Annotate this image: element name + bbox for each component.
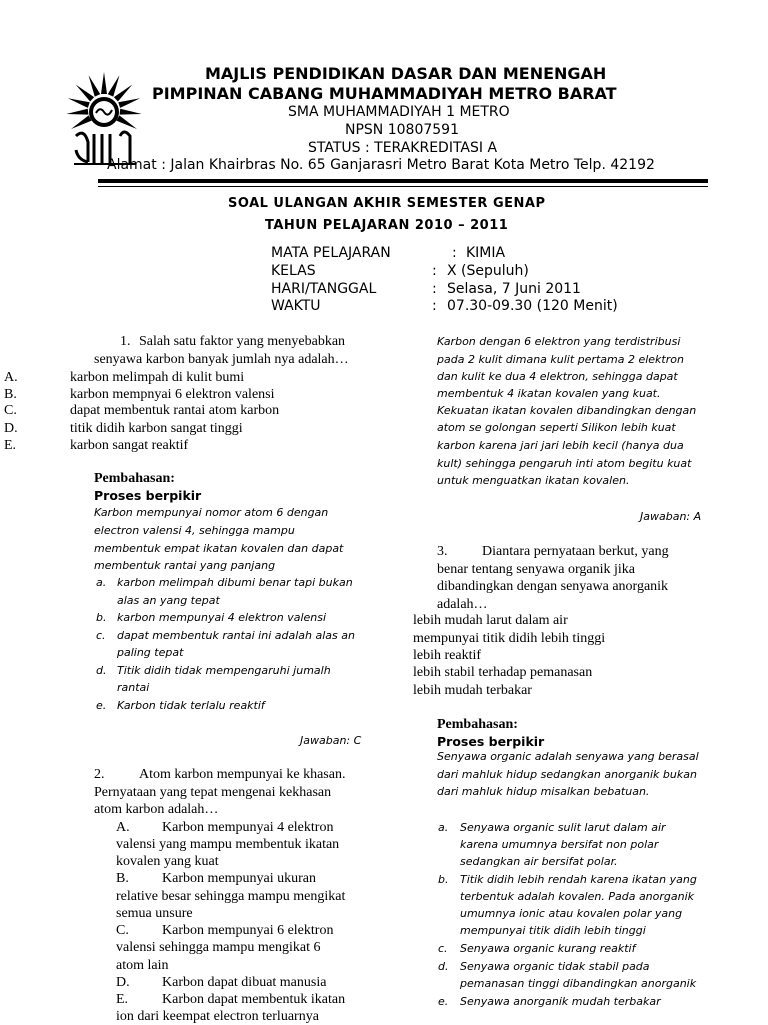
point-text: alas an yang tepat xyxy=(117,594,220,607)
answer-key: Jawaban: C xyxy=(300,734,362,747)
exam-year: TAHUN PELAJARAN 2010 – 2011 xyxy=(265,218,509,233)
header-line2: PIMPINAN CABANG MUHAMMADIYAH METRO BARAT xyxy=(152,84,617,103)
option-text: lebih reaktif xyxy=(413,648,482,663)
school-status: STATUS : TERAKREDITASI A xyxy=(308,140,498,156)
point-letter: c. xyxy=(96,629,106,642)
question-text: adalah… xyxy=(437,597,488,612)
point-letter: d. xyxy=(96,664,107,677)
explanation-line: Karbon mempunyai nomor atom 6 dengan xyxy=(94,506,329,519)
option-text: Karbon mempunyai ukuran xyxy=(162,871,316,886)
point-text: sedangkan air bersifat polar. xyxy=(460,855,618,868)
explanation-line: electron valensi 4, sehingga mampu xyxy=(94,524,295,537)
proses-berpikir-heading: Proses berpikir xyxy=(437,734,545,749)
option-text: Karbon dapat dibuat manusia xyxy=(162,975,327,990)
option-text: lebih stabil terhadap pemanasan xyxy=(413,665,593,680)
point-letter: a. xyxy=(96,576,107,589)
explanation-line: Senyawa organic adalah senyawa yang berasal xyxy=(437,750,699,763)
option-text: karbon mempnyai 6 elektron valensi xyxy=(70,387,275,402)
explanation-line: membentuk empat ikatan kovalen dan dapat xyxy=(94,542,344,555)
point-letter: b. xyxy=(96,611,107,624)
question-text: Pernyataan yang tepat mengenai kekhasan xyxy=(94,785,332,800)
option-text: lebih mudah larut dalam air xyxy=(413,613,568,628)
point-text: rantai xyxy=(117,681,150,694)
info-label: KELAS xyxy=(271,263,316,279)
point-text: Senyawa organic kurang reaktif xyxy=(460,942,636,955)
explanation-line: kult) sehingga pengaruh inti atom begitu kuat xyxy=(437,457,692,470)
question-text: benar tentang senyawa organik jika xyxy=(437,562,636,577)
option-letter: E. xyxy=(116,992,129,1007)
explanation-line: untuk menguatkan ikatan kovalen. xyxy=(437,474,630,487)
header-divider-thin xyxy=(98,186,708,187)
explanation-line: dari mahluk hidup sedangkan anorganik bukan xyxy=(437,768,697,781)
point-text: karena umumnya bersifat non polar xyxy=(460,838,659,851)
option-letter: A. xyxy=(116,820,130,835)
info-label: WAKTU xyxy=(271,298,321,314)
option-text: semua unsure xyxy=(116,906,193,921)
explanation-line: atom se golongan seperti Silikon lebih kuat xyxy=(437,421,676,434)
pembahasan-heading: Pembahasan: xyxy=(94,471,175,486)
point-letter: c. xyxy=(438,942,448,955)
option-text: ion dari keempat electron terluarnya xyxy=(116,1009,319,1024)
option-letter: D. xyxy=(116,975,130,990)
pembahasan-heading: Pembahasan: xyxy=(437,717,518,732)
option-letter: C. xyxy=(4,403,17,418)
point-text: Senyawa organic sulit larut dalam air xyxy=(460,821,666,834)
option-text: lebih mudah terbakar xyxy=(413,683,532,698)
option-letter: C. xyxy=(116,923,129,938)
info-value: X (Sepuluh) xyxy=(447,263,529,279)
option-text: Karbon mempunyai 6 elektron xyxy=(162,923,334,938)
option-letter: E. xyxy=(4,438,17,453)
school-name: SMA MUHAMMADIYAH 1 METRO xyxy=(288,104,510,120)
explanation-line: Karbon dengan 6 elektron yang terdistribusi xyxy=(437,335,681,348)
point-text: Titik didih lebih rendah karena ikatan yang xyxy=(460,873,697,886)
point-text: umumnya ionic atau kovalen polar yang xyxy=(460,907,683,920)
explanation-line: membentuk rantai yang panjang xyxy=(94,559,276,572)
point-text: dapat membentuk rantai ini adalah alas an xyxy=(117,629,355,642)
question-number: 3. xyxy=(437,544,448,559)
point-letter: e. xyxy=(96,699,107,712)
question-text: Salah satu faktor yang menyebabkan xyxy=(139,334,346,349)
option-text: kovalen yang kuat xyxy=(116,854,219,869)
point-letter: b. xyxy=(438,873,449,886)
point-text: paling tepat xyxy=(117,646,184,659)
question-number: 2. xyxy=(94,767,105,782)
proses-berpikir-heading: Proses berpikir xyxy=(94,488,202,503)
school-npsn: NPSN 10807591 xyxy=(345,122,459,138)
school-address: Alamat : Jalan Khairbras No. 65 Ganjarasri Metro Barat Kota Metro Telp. 42192 xyxy=(107,157,655,173)
explanation-line: dari mahluk hidup misalkan bebatuan. xyxy=(437,785,650,798)
point-letter: e. xyxy=(438,995,449,1008)
question-text: senyawa karbon banyak jumlah nya adalah… xyxy=(94,352,349,367)
question-text: dibandingkan dengan senyawa anorganik xyxy=(437,579,669,594)
explanation-line: pada 2 kulit dimana kulit pertama 2 elektron xyxy=(437,353,684,366)
point-text: Senyawa organic tidak stabil pada xyxy=(460,960,650,973)
option-text: dapat membentuk rantai atom karbon xyxy=(70,403,280,418)
info-sep: : xyxy=(432,298,437,314)
point-text: Titik didih tidak mempengaruhi jumalh xyxy=(117,664,331,677)
info-label: MATA PELAJARAN xyxy=(271,245,391,261)
option-text: relative besar sehingga mampu mengikat xyxy=(116,889,346,904)
option-text: Karbon dapat membentuk ikatan xyxy=(162,992,346,1007)
question-text: Atom karbon mempunyai ke khasan. xyxy=(139,767,346,782)
answer-key: Jawaban: A xyxy=(640,510,702,523)
option-text: valensi sehingga mampu mengikat 6 xyxy=(116,940,321,955)
explanation-line: dan kulit ke dua 4 elektron, sehingga dapat xyxy=(437,370,678,383)
explanation-line: karbon karena jari jari lebih kecil (hanya dua xyxy=(437,439,684,452)
header-divider xyxy=(98,179,708,183)
point-text: mempunyai titik didih lebih tinggi xyxy=(460,924,646,937)
info-value: 07.30-09.30 (120 Menit) xyxy=(447,298,618,314)
option-letter: B. xyxy=(4,387,17,402)
point-text: Karbon tidak terlalu reaktif xyxy=(117,699,265,712)
info-sep: : xyxy=(432,263,437,279)
point-text: karbon melimpah dibumi benar tapi bukan xyxy=(117,576,353,589)
option-text: titik didih karbon sangat tinggi xyxy=(70,421,243,436)
option-text: karbon sangat reaktif xyxy=(70,438,189,453)
muhammadiyah-logo xyxy=(64,70,144,170)
point-letter: a. xyxy=(438,821,449,834)
option-text: atom lain xyxy=(116,958,169,973)
header-line1: MAJLIS PENDIDIKAN DASAR DAN MENENGAH xyxy=(205,64,607,83)
info-value: KIMIA xyxy=(466,245,506,261)
option-letter: A. xyxy=(4,370,18,385)
info-label: HARI/TANGGAL xyxy=(271,281,377,297)
option-text: mempunyai titik didih lebih tinggi xyxy=(413,631,606,646)
option-text: valensi yang mampu membentuk ikatan xyxy=(116,837,340,852)
point-text: terbentuk adalah kovalen. Pada anorganik xyxy=(460,890,695,903)
info-sep: : xyxy=(432,281,437,297)
explanation-line: Kekuatan ikatan kovalen dibandingkan dengan xyxy=(437,404,697,417)
exam-title: SOAL ULANGAN AKHIR SEMESTER GENAP xyxy=(228,196,546,211)
question-text: Diantara pernyataan berkut, yang xyxy=(482,544,669,559)
point-letter: d. xyxy=(438,960,449,973)
point-text: pemanasan tinggi dibandingkan anorganik xyxy=(460,977,697,990)
option-text: karbon melimpah di kulit bumi xyxy=(70,370,245,385)
info-sep: : xyxy=(452,245,457,261)
explanation-line: membentuk 4 ikatan kovalen yang kuat. xyxy=(437,387,661,400)
option-letter: B. xyxy=(116,871,129,886)
question-number: 1. xyxy=(120,334,131,349)
point-text: karbon mempunyai 4 elektron valensi xyxy=(117,611,327,624)
point-text: Senyawa anorganik mudah terbakar xyxy=(460,995,661,1008)
info-value: Selasa, 7 Juni 2011 xyxy=(447,281,581,297)
option-letter: D. xyxy=(4,421,18,436)
question-text: atom karbon adalah… xyxy=(94,802,219,817)
option-text: Karbon mempunyai 4 elektron xyxy=(162,820,334,835)
